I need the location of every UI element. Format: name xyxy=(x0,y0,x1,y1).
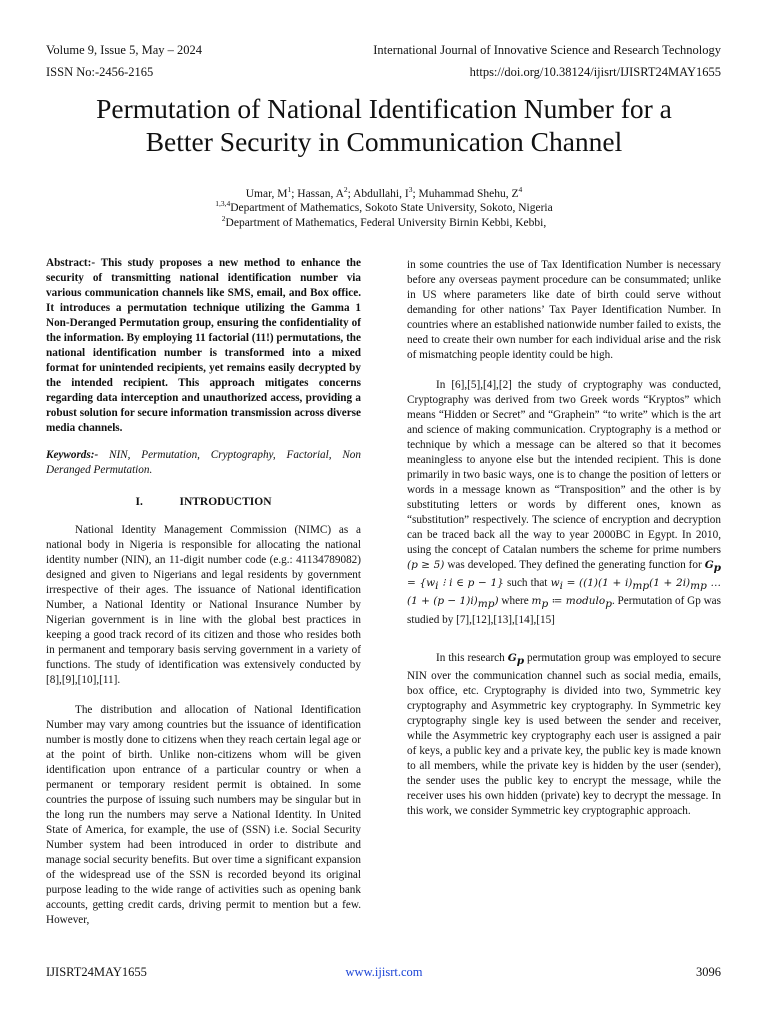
math-prime-condition: (p ≥ 5) xyxy=(407,559,445,571)
footer-paper-id: IJISRT24MAY1655 xyxy=(46,965,147,979)
math-w-mid: (1 + 2i) xyxy=(649,577,691,590)
author-2: ; Hassan, A xyxy=(291,188,344,200)
keywords xyxy=(46,448,361,478)
math-mp-sub: p xyxy=(541,598,549,611)
math-Gp-2: G xyxy=(507,651,517,664)
intro-paragraph-1: National Identity Management Commission (NIMC) as a national body in Nigeria is responsible for allocating the national identity number (NIN), an 11-digit number code (e.g.: 41134789082) designed and given to Nigerians and legal residents by government irrespective of their ages. The issuance of National identification Number, a National Identity or National Insurance Number by Nigerian government is in line with the global best practices in keeping a good track record of its citizen and those who resides both in permanent and temporary basis serving government in a variety of functions. The study of identification was extensively conducted by [8],[9],[10],[11]. xyxy=(46,524,361,686)
author-2-sup: 2 xyxy=(343,185,348,195)
abstract: Abstract:- This study proposes a new method to enhance the security of transmitting national identification number via various communication channels like SMS, email, and Box office. It introduces a permutation technique utilizing the Gamma 1 Non-Deranged Permutation group, ensuring the confidentiality of the information. By employing 11 factorial (11!) permutations, the national identification number is transformed into a mixed format for unintended recipients, yet remains easily decrypted by the intended recipient. This approach mitigates concerns regarding data interception and unauthorized access, providing a robust solution for secure information transmission across diverse media channels. xyxy=(46,257,361,434)
journal-name: International Journal of Innovative Science and Research Technology xyxy=(373,43,721,57)
math-Gp-sub: p xyxy=(713,562,721,575)
author-3-sup: 3 xyxy=(408,185,413,195)
author-4: ; Muhammad Shehu, Z xyxy=(412,188,519,200)
cryptography-text: In [6],[5],[4],[2] the study of cryptography was conducted, Cryptography was derived from two Greek words “Kryptos” which means “Hidden or Secret” and “Graphein” “to write” which is the art and science of making communication. Cryptography is a method or technique by which a message can be altered so that it becomes meaningless to anyone else but the intended recipient. This is done primarily in two basic ways, one is to change the position of letters or words in a message known as “Transposition” and the other is by substituting letters or words by different ones, known as “substitution” respectively. The science of encryption and decryption can be traced back all the way to year 2000BC in Egypt. In 2010, using the concept of Catalan numbers the scheme for prime numbers xyxy=(407,379,721,556)
author-list xyxy=(0,187,768,202)
affiliation-1-text: Department of Mathematics, Sokoto State University, Sokoto, Nigeria xyxy=(230,202,553,214)
paper-title xyxy=(30,92,738,158)
affiliation-2 xyxy=(0,216,768,231)
issn: ISSN No:-2456-2165 xyxy=(46,65,154,79)
math-set: = {w xyxy=(407,577,436,590)
author-1-sup: 1 xyxy=(287,185,292,195)
author-3: ; Abdullahi, I xyxy=(347,188,409,200)
math-w-rest: = ((1)(1 + i) xyxy=(562,577,633,590)
intro-paragraph-3: in some countries the use of Tax Identification Number is necessary before any overseas payment procedure can be consummated; unlike in US where parameters like date of birth could serve without demanding for other nations’ Tax Payer Identification Number. In countries where an established nationwide number failed to exists, the need to create their own number for each individual arise and the risk of mismatching people identity could be high. xyxy=(407,259,721,361)
right-column xyxy=(407,258,721,819)
volume-info: Volume 9, Issue 5, May – 2024 xyxy=(46,43,203,57)
intro-paragraph-5 xyxy=(407,651,721,819)
affiliation-2-text: Department of Mathematics, Federal University Birnin Kebbi, Kebbi, xyxy=(225,217,547,229)
math-set-sub: i xyxy=(435,580,439,593)
title-line-2: Better Security in Communication Channel xyxy=(145,126,623,157)
math-Gp-2-sub: p xyxy=(516,654,525,667)
intro-paragraph-2: The distribution and allocation of National Identification Number may vary among countries but the issuance of identification number is mostly done to citizens when they reach certain legal age or at the point of birth. Unlike non-citizens whom will be given identification upon entrance of a particular country or when a permanent or temporary resident permit is obtained. In some countries the purpose of issuing such numbers may be singular but in the long run the numbers may serve a National Identity. In United State of America, for example, the use of (SSN) i.e. Social Security Number system had been introduced in order to distribute and manage social security benefits. But over time a significant expansion of the widespread use of the SSN is recorded beyond its original purpose leading to the wide range of activities such as opening bank accounts, getting credit cards, driving permit to mention but a few. However, xyxy=(46,704,362,926)
references-text: . Permutation of Gp was studied by [7],[12],[13],[14],[15] xyxy=(407,595,722,626)
footer-website-link[interactable]: www.ijisrt.com xyxy=(345,965,423,979)
section-heading xyxy=(46,495,361,510)
left-column xyxy=(46,256,361,928)
research-text-2: permutation group was employed to secure NIN over the communication channel such as social media, emails, box office, etc. Cryptography is divided into two, Symmetric key cryptography and Asymmetric key cryptography. In Symmetric key cryptography single key is used between the sender and receiver, while the Asymmetric key cryptography each user is assigned a pair of keys, a public key and a private key, the public key is made known to all members, while the private key is hidden by the user (sender), the sender uses the public key to encrypt the message, while the receiver uses his own hidden (private) key to decrypt the message. In this work, we consider Symmetric key cryptographic approach. xyxy=(407,651,721,817)
math-mp: m xyxy=(531,595,542,608)
cryptography-text-2: was developed. They defined the generating function for xyxy=(444,559,705,571)
author-1: Umar, M xyxy=(245,188,288,200)
math-mp-1: mp xyxy=(632,580,650,593)
math-set-rest: ⁝ i ∈ p − 1} xyxy=(438,577,504,590)
doi-link[interactable]: https://doi.org/10.38124/ijisrt/IJISRT24MAY1655 xyxy=(469,65,721,79)
where-text: where xyxy=(501,595,532,608)
math-mp-2: mp xyxy=(690,580,707,593)
section-title: INTRODUCTION xyxy=(179,496,272,508)
math-modulo: ≔ modulo xyxy=(548,595,606,608)
section-number: I. xyxy=(135,496,143,508)
math-modulo-sub: p xyxy=(605,598,612,611)
author-4-sup: 4 xyxy=(518,185,523,195)
math-w-sub: i xyxy=(559,580,563,593)
affiliation-1 xyxy=(0,201,768,216)
title-line-1: Permutation of National Identification Number for a xyxy=(96,93,672,124)
keywords-label: Keywords:- xyxy=(46,449,99,461)
math-Gp: G xyxy=(704,559,714,571)
keywords-text: NIN, Permutation, Cryptography, Factorial, Non Deranged Permutation. xyxy=(46,449,361,476)
affiliation-2-sup: 2 xyxy=(221,214,226,224)
math-mp-3: mp xyxy=(477,598,495,611)
math-w-dots: … (1 + (p − 1)i) xyxy=(407,577,722,608)
math-w-end: ) xyxy=(494,595,499,608)
intro-paragraph-4 xyxy=(407,378,721,628)
page-number: 3096 xyxy=(696,965,721,979)
affiliation-1-sup: 1,3,4 xyxy=(215,199,231,209)
cryptography-text-3: such that xyxy=(503,577,548,590)
math-w: w xyxy=(550,577,560,590)
research-text: In this research xyxy=(436,651,508,664)
